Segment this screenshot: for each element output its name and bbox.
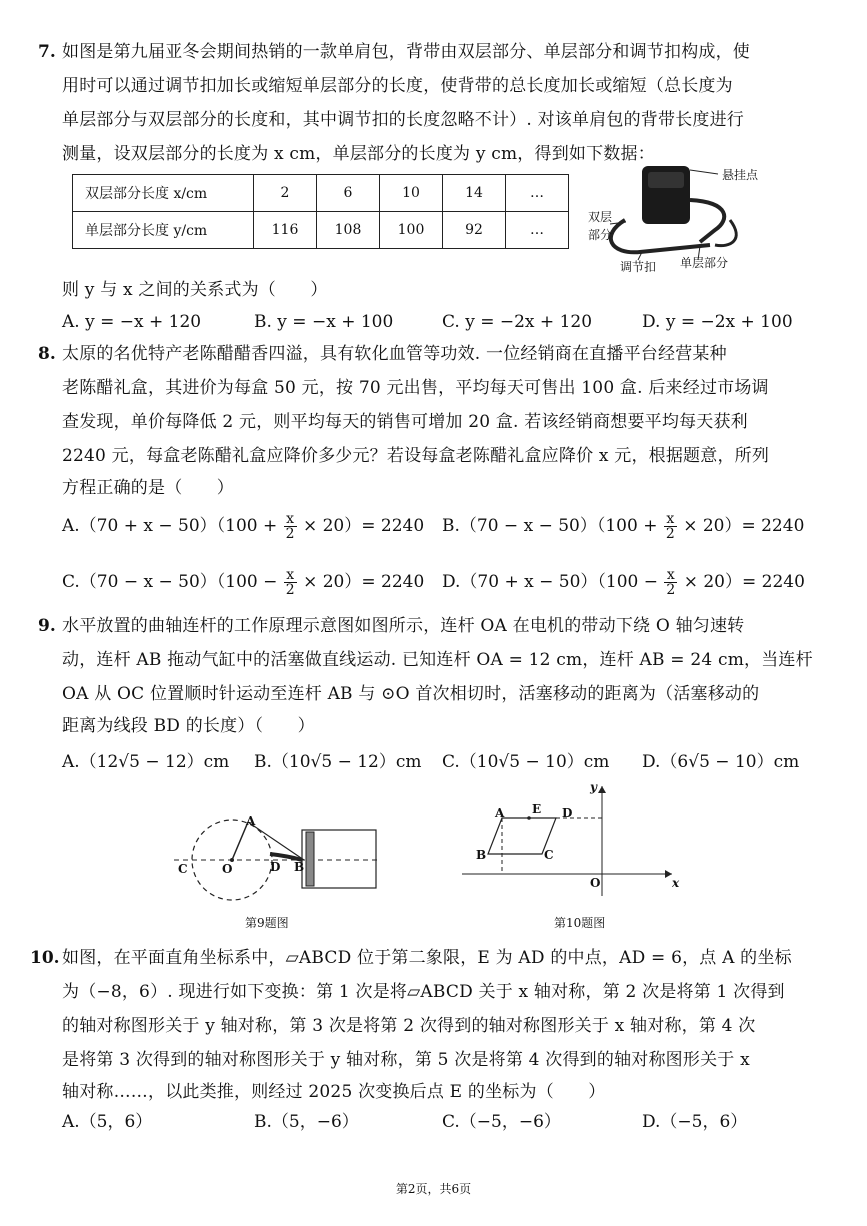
bag-label-double-2: 部分: [588, 228, 613, 242]
q8-option-suffix: × 20）= 2240: [303, 572, 425, 592]
fraction-x-over-2: [284, 568, 297, 597]
fig9-label-b: B: [294, 860, 305, 874]
fraction-denominator: 2: [285, 582, 295, 598]
fraction-numerator: x: [284, 512, 297, 527]
fig9-caption: 第9题图: [245, 916, 289, 930]
q7-number: 7.: [38, 42, 56, 62]
fig10-label-e: E: [532, 802, 542, 816]
q8-option-b-prefix: B.（70 − x − 50）（100 +: [442, 516, 658, 536]
q8-option-b[interactable]: [442, 512, 804, 541]
table-cell: 116: [254, 212, 317, 249]
q8-line-5: 方程正确的是（ ）: [62, 478, 234, 498]
row-header-double: 双层部分长度 x/cm: [73, 175, 254, 212]
fig9-label-c: C: [178, 862, 188, 876]
q8-option-c-prefix: C.（70 − x − 50）（100 −: [62, 572, 278, 592]
table-cell: …: [506, 175, 569, 212]
q8-line-3: 查发现，单价每降低 2 元，则平均每天的销售可增加 20 盒. 若该经销商想要平均每天获利: [62, 412, 748, 432]
q8-option-a-prefix: A.（70 + x − 50）（100 +: [62, 516, 278, 536]
fig10-label-b: B: [476, 848, 487, 862]
table-cell: 6: [317, 175, 380, 212]
table-cell: …: [506, 212, 569, 249]
q7-line-2: 用时可以通过调节扣加长或缩短单层部分的长度，使背带的总长度加长或缩短（总长度为: [62, 76, 733, 96]
q8-option-d-prefix: D.（70 + x − 50）（100 −: [442, 572, 658, 592]
q9-line-3: OA 从 OC 位置顺时针运动至连杆 AB 与 ⊙O 首次相切时，活塞移动的距离为（活塞移动的: [62, 684, 760, 704]
fraction-numerator: x: [284, 568, 297, 583]
q10-line-1: 如图，在平面直角坐标系中，▱ABCD 位于第二象限，E 为 AD 的中点，AD = 6，点 A 的坐标: [62, 948, 792, 968]
fig10-label-y: y: [590, 780, 597, 794]
q8-option-suffix: × 20）= 2240: [683, 516, 805, 536]
q8-line-2: 老陈醋礼盒，其进价为每盒 50 元，按 70 元出售，平均每天可售出 100 盒. 后来经过市场调: [62, 378, 769, 398]
q9-option-b[interactable]: B.（10√5 − 12）cm: [254, 752, 422, 772]
q9-line-1: 水平放置的曲轴连杆的工作原理示意图如图所示，连杆 OA 在电机的带动下绕 O 轴匀速转: [62, 616, 745, 636]
q10-option-a[interactable]: A.（5，6）: [62, 1112, 153, 1132]
q8-option-suffix: × 20）= 2240: [683, 572, 805, 592]
fig10-label-x: x: [672, 876, 680, 890]
q7-question: 则 y 与 x 之间的关系式为（ ）: [62, 280, 328, 300]
fig9-label-a: A: [246, 814, 256, 828]
table-row: [73, 212, 569, 249]
q9-number: 9.: [38, 616, 56, 636]
q9-option-d[interactable]: D.（6√5 − 10）cm: [642, 752, 800, 772]
q10-option-c[interactable]: C.（−5，−6）: [442, 1112, 561, 1132]
q7-line-3: 单层部分与双层部分的长度和，其中调节扣的长度忽略不计）. 对该单肩包的背带长度进行: [62, 110, 745, 130]
q10-line-3: 的轴对称图形关于 y 轴对称，第 3 次是将第 2 次得到的轴对称图形关于 x 轴对称，第 4 次: [62, 1016, 756, 1036]
fraction-numerator: x: [664, 568, 677, 583]
fig10-label-o: O: [590, 876, 601, 890]
q10-option-d[interactable]: D.（−5，6）: [642, 1112, 748, 1132]
fig10-label-d: D: [562, 806, 573, 820]
table-cell: 2: [254, 175, 317, 212]
q8-option-suffix: × 20）= 2240: [302, 516, 425, 536]
q8-option-a[interactable]: [62, 512, 424, 541]
bag-label-double: 双层: [588, 210, 613, 224]
q7-line-4: 测量，设双层部分的长度为 x cm，单层部分的长度为 y cm，得到如下数据：: [62, 144, 655, 164]
fig9-label-d: D: [270, 860, 281, 874]
q9-option-c[interactable]: C.（10√5 − 10）cm: [442, 752, 610, 772]
page-footer: 第2页，共6页: [395, 1182, 472, 1196]
q8-option-c[interactable]: [62, 568, 424, 597]
fraction-numerator: x: [664, 512, 677, 527]
q10-option-b[interactable]: B.（5，−6）: [254, 1112, 359, 1132]
q7-option-c[interactable]: C. y = −2x + 120: [442, 312, 593, 332]
fig9-label-o: O: [222, 862, 233, 876]
q8-line-4: 2240 元，每盒老陈醋礼盒应降价多少元？若设每盒老陈醋礼盒应降价 x 元，根据题意，所列: [62, 446, 770, 466]
table-cell: 14: [443, 175, 506, 212]
q7-option-d[interactable]: D. y = −2x + 100: [642, 312, 793, 332]
bag-label-single: 单层部分: [680, 256, 729, 270]
fig10-label-a: A: [495, 806, 505, 820]
q10-line-4: 是将第 3 次得到的轴对称图形关于 y 轴对称，第 5 次是将第 4 次得到的轴对称图形关于 x: [62, 1050, 750, 1070]
fig10-label-c: C: [544, 848, 554, 862]
q10-line-5: 轴对称……，以此类推，则经过 2025 次变换后点 E 的坐标为（ ）: [62, 1082, 606, 1102]
q9-line-2: 动，连杆 AB 拖动气缸中的活塞做直线运动. 已知连杆 OA = 12 cm，连杆 AB = 24 cm，当连杆: [62, 650, 813, 670]
q9-line-4: 距离为线段 BD 的长度）（ ）: [62, 716, 315, 736]
q10-line-2: 为（−8，6）. 现进行如下变换：第 1 次是将▱ABCD 关于 x 轴对称，第 2 次是将第 1 次得到: [62, 982, 785, 1002]
q10-number: 10.: [30, 948, 60, 968]
q9-option-a[interactable]: A.（12√5 − 12）cm: [62, 752, 230, 772]
bag-label-buckle: 调节扣: [620, 260, 657, 274]
table-cell: 100: [380, 212, 443, 249]
fig10-caption: 第10题图: [554, 916, 606, 930]
fraction-denominator: 2: [665, 526, 675, 542]
q7-data-table: [72, 174, 569, 249]
fraction-denominator: 2: [285, 526, 295, 542]
q7-line-1: 如图是第九届亚冬会期间热销的一款单肩包，背带由双层部分、单层部分和调节扣构成，使: [62, 42, 750, 62]
q7-option-b[interactable]: B. y = −x + 100: [254, 312, 394, 332]
fraction-x-over-2: [664, 568, 677, 597]
table-cell: 10: [380, 175, 443, 212]
crank-rod-diagram: [170, 808, 385, 908]
parallelogram-coordinate-diagram: [462, 780, 687, 898]
q7-option-a[interactable]: A. y = −x + 120: [62, 312, 202, 332]
table-cell: 108: [317, 212, 380, 249]
q8-option-d[interactable]: [442, 568, 805, 597]
table-row: [73, 175, 569, 212]
q8-number: 8.: [38, 344, 56, 364]
table-cell: 92: [443, 212, 506, 249]
fraction-denominator: 2: [666, 582, 676, 598]
fraction-x-over-2: [664, 512, 677, 541]
bag-label-hang-point: 悬挂点: [722, 168, 759, 182]
q8-line-1: 太原的名优特产老陈醋醋香四溢，具有软化血管等功效. 一位经销商在直播平台经营某种: [62, 344, 727, 364]
row-header-single: 单层部分长度 y/cm: [73, 212, 254, 249]
fraction-x-over-2: [284, 512, 297, 541]
